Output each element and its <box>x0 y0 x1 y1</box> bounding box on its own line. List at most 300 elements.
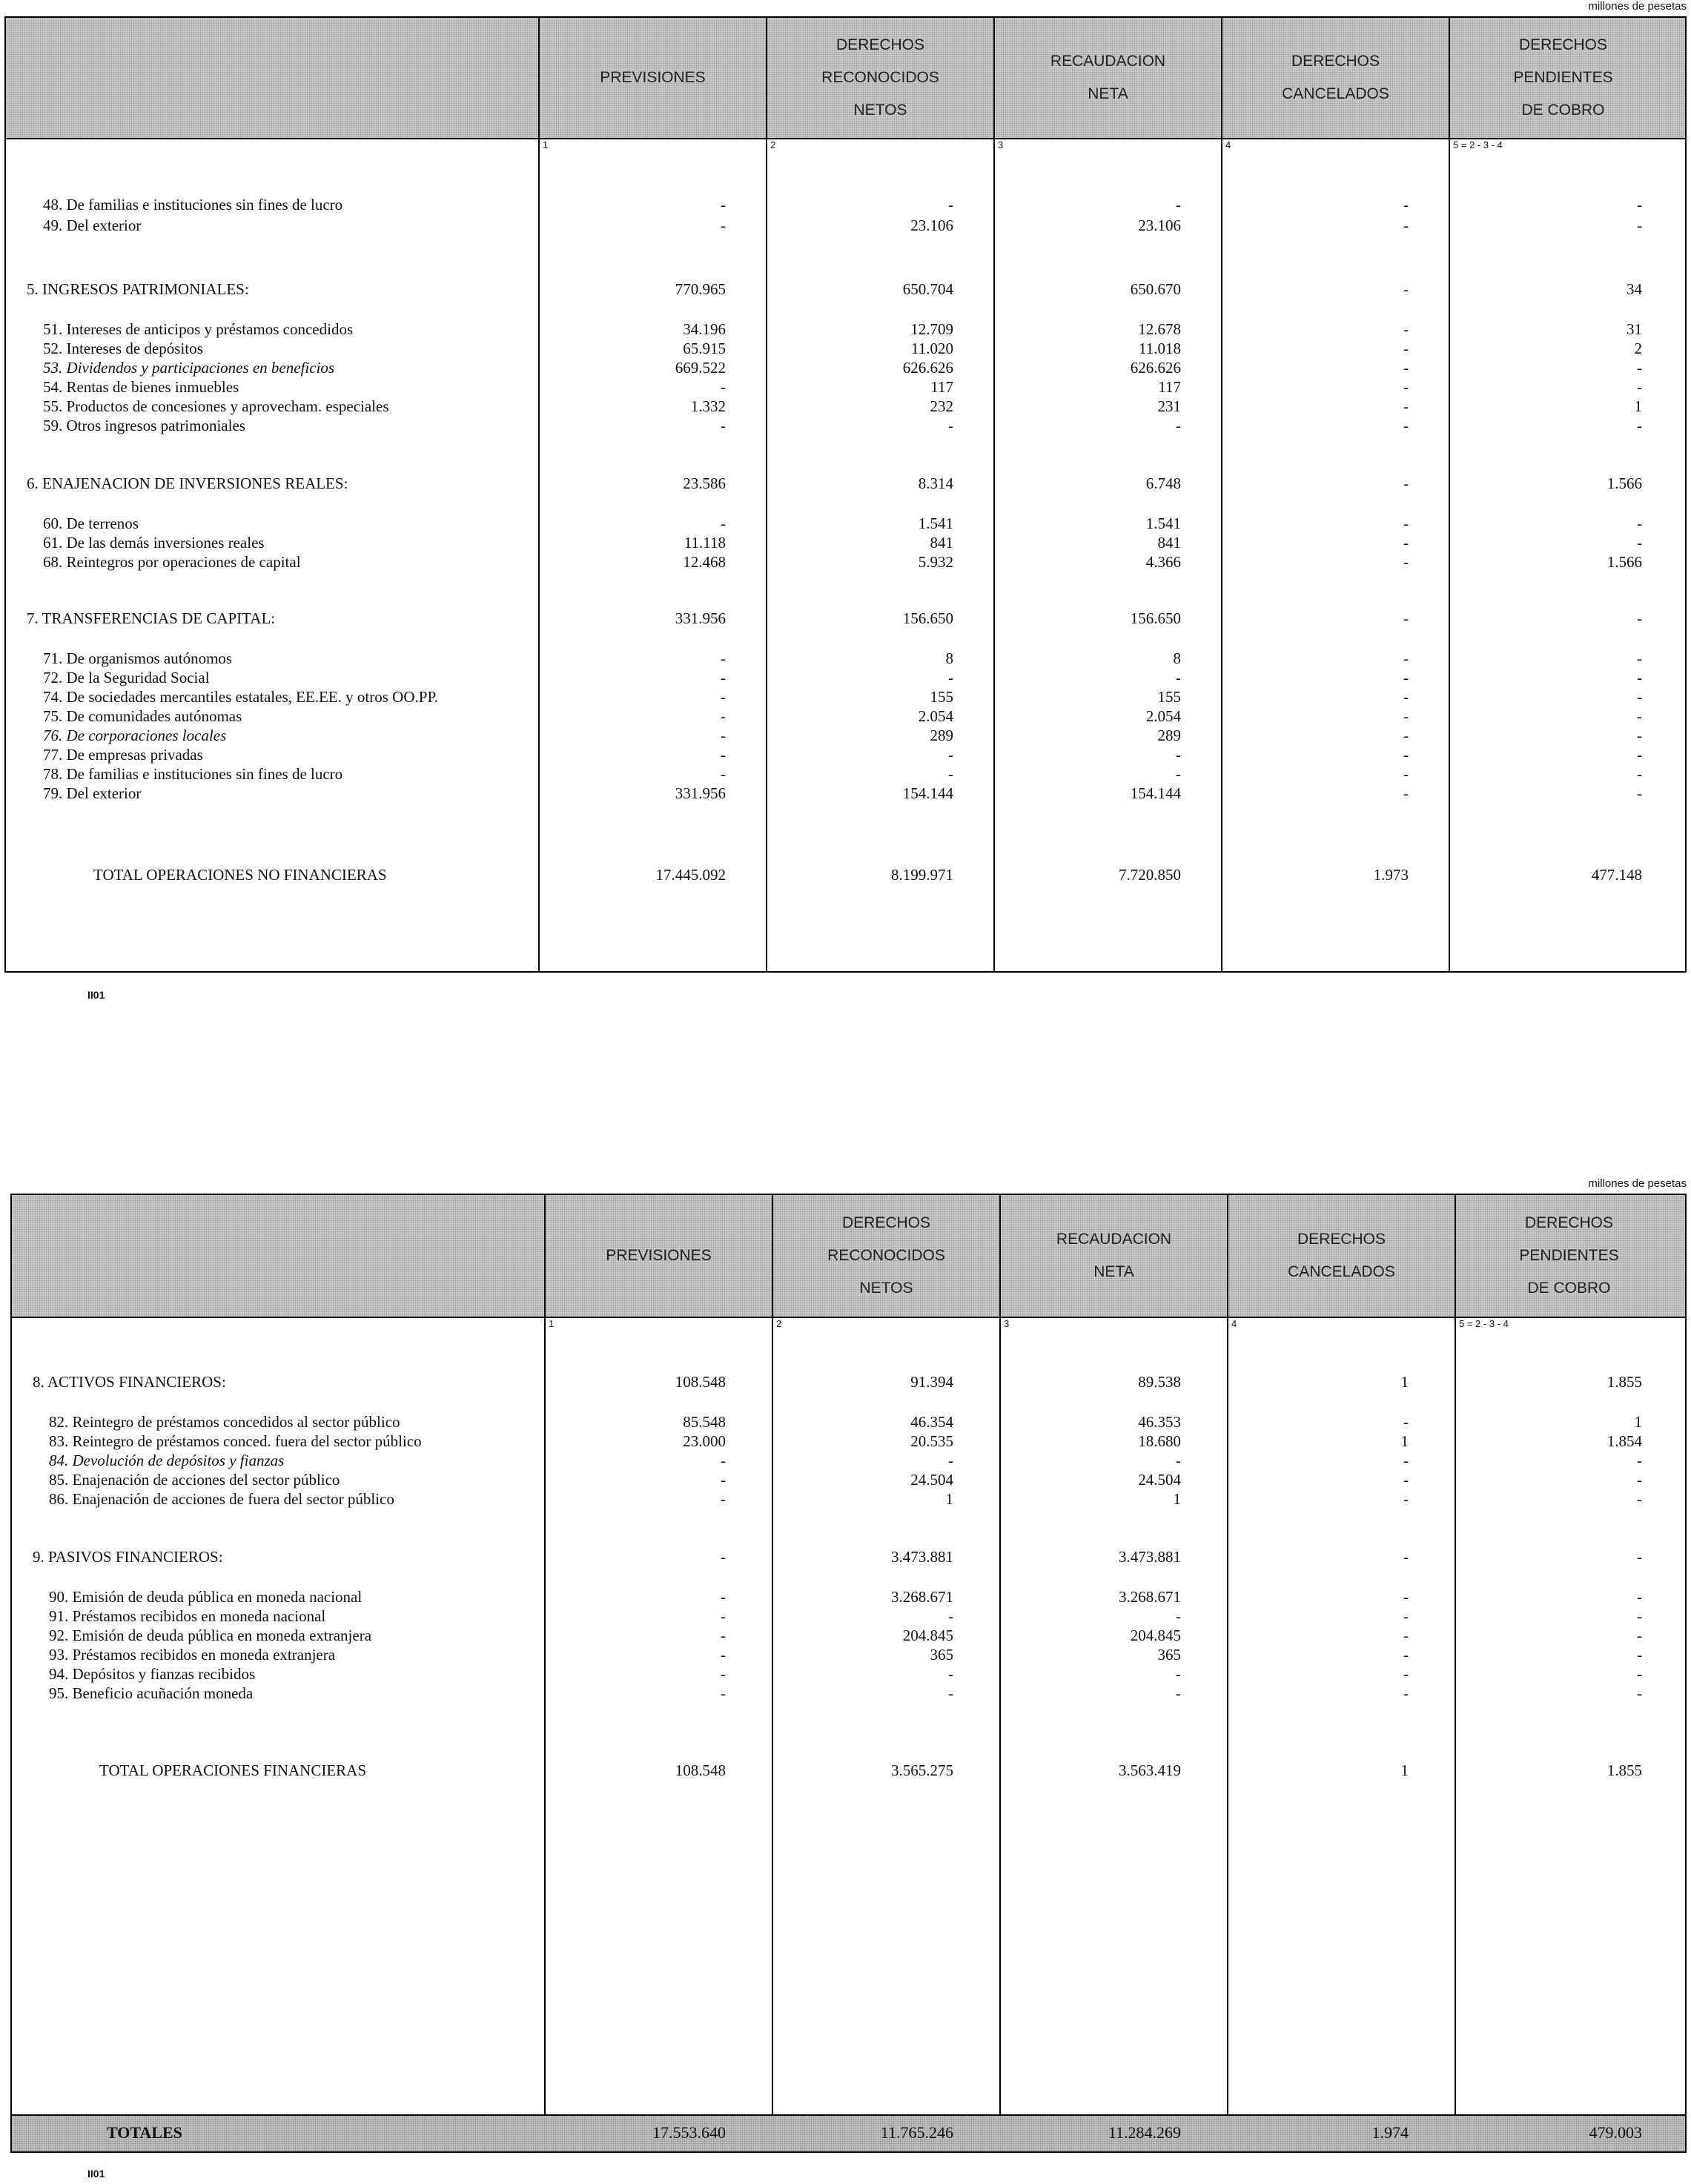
cell-cancelados: - <box>1403 534 1409 552</box>
row-label: 85. Enajenación de acciones del sector público <box>49 1471 340 1489</box>
cell-recaudacion: - <box>1176 1452 1181 1469</box>
cell-derechos-reconocidos: 23.106 <box>910 216 953 234</box>
cell-recaudacion: 3.563.419 <box>1119 1761 1181 1779</box>
cell-previsiones: 12.468 <box>683 553 726 571</box>
cell-derechos-reconocidos: - <box>948 196 953 214</box>
cell-recaudacion: 46.353 <box>1138 1413 1181 1431</box>
cell-cancelados: - <box>1403 359 1409 377</box>
table-row <box>6 746 1685 765</box>
cell-cancelados: 1 <box>1400 1373 1409 1391</box>
cell-previsiones: 108.548 <box>675 1373 726 1391</box>
footer-code-2: II01 <box>87 2168 105 2180</box>
cell-previsiones: - <box>721 1548 726 1566</box>
cell-derechos-reconocidos: - <box>948 1684 953 1702</box>
table-row <box>6 553 1685 572</box>
cell-previsiones: - <box>721 649 726 667</box>
row-label: 92. Emisión de deuda pública en moneda extranjera <box>49 1627 372 1644</box>
cell-derechos-reconocidos: - <box>948 1665 953 1683</box>
col-number-4: 4 <box>1225 139 1231 150</box>
cell-previsiones: 17.445.092 <box>655 866 726 884</box>
cell-recaudacion: 2.054 <box>1145 707 1181 725</box>
table-non-financial <box>4 16 1687 973</box>
table-row <box>12 1627 1685 1646</box>
cell-previsiones: 331.956 <box>675 784 726 802</box>
row-label: 77. De empresas privadas <box>43 746 203 764</box>
cell-derechos-reconocidos: 12.709 <box>910 320 953 338</box>
cell-pendientes: - <box>1637 514 1642 532</box>
cell-derechos-reconocidos: 5.932 <box>918 553 953 571</box>
cell-pendientes: 1.566 <box>1606 553 1642 571</box>
cell-pendientes: 1.855 <box>1606 1761 1642 1779</box>
cell-cancelados: - <box>1403 609 1409 627</box>
table-row <box>6 784 1685 804</box>
col-number-3: 3 <box>998 139 1004 150</box>
cell-recaudacion: - <box>1176 746 1181 764</box>
cell-previsiones: 65.915 <box>683 340 726 357</box>
section-row <box>12 1548 1685 1567</box>
header-cancelados <box>1222 18 1449 138</box>
header-line: CANCELADOS <box>1288 1263 1395 1280</box>
cell-derechos-reconocidos: 2.054 <box>918 707 953 725</box>
section-row <box>12 1373 1685 1392</box>
cell-pendientes: - <box>1637 746 1642 764</box>
cell-cancelados: - <box>1403 1548 1409 1566</box>
cell-pendientes: - <box>1637 1684 1642 1702</box>
cell-previsiones: - <box>721 1646 726 1664</box>
cell-pendientes: - <box>1637 1548 1642 1566</box>
cell-derechos-reconocidos: 626.626 <box>902 359 953 377</box>
table-row <box>12 1646 1685 1665</box>
header-line: CANCELADOS <box>1282 85 1389 102</box>
cell-derechos-reconocidos: 8.199.971 <box>891 866 953 884</box>
col-number-5: 5 = 2 - 3 - 4 <box>1459 1318 1509 1329</box>
cell-derechos-reconocidos: 3.565.275 <box>891 1761 953 1779</box>
cell-recaudacion: 156.650 <box>1130 609 1181 627</box>
header-line: PENDIENTES <box>1519 1247 1619 1264</box>
header-line: RECONOCIDOS <box>821 69 939 86</box>
cell-pendientes: 1 <box>1634 1413 1642 1431</box>
row-label: TOTAL OPERACIONES FINANCIERAS <box>99 1761 367 1779</box>
table-row <box>12 1684 1685 1704</box>
cell-cancelados: - <box>1403 514 1409 532</box>
table-row <box>6 534 1685 553</box>
cell-previsiones: 770.965 <box>675 280 726 298</box>
cell-pendientes: 1.854 <box>1606 1432 1642 1450</box>
unit-label-top: millones de pesetas <box>1588 0 1687 13</box>
cell-previsiones: - <box>721 1665 726 1683</box>
cell-derechos-reconocidos: 11.020 <box>911 340 953 357</box>
col-number-4: 4 <box>1231 1318 1237 1329</box>
cell-derechos-reconocidos: 650.704 <box>902 280 953 298</box>
row-label: 61. De las demás inversiones reales <box>43 534 265 552</box>
cell-pendientes: - <box>1637 1471 1642 1489</box>
header-line: RECAUDACION <box>1050 53 1166 70</box>
cell-cancelados: - <box>1403 320 1409 338</box>
cell-recaudacion: 1 <box>1173 1490 1181 1508</box>
totales-derechos-reconocidos: 11.765.246 <box>880 2123 953 2142</box>
table-row <box>12 1490 1685 1509</box>
cell-cancelados: - <box>1403 397 1409 415</box>
cell-recaudacion: 12.678 <box>1138 320 1181 338</box>
header-cancelados <box>1228 1195 1455 1317</box>
cell-pendientes: 31 <box>1627 320 1642 338</box>
cell-derechos-reconocidos: 156.650 <box>902 609 953 627</box>
cell-pendientes: 1 <box>1634 397 1642 415</box>
cell-previsiones: - <box>721 378 726 396</box>
row-label: 9. PASIVOS FINANCIEROS: <box>33 1548 223 1566</box>
cell-previsiones: - <box>721 727 726 744</box>
cell-cancelados: 1.973 <box>1373 866 1409 884</box>
cell-derechos-reconocidos: 841 <box>930 534 953 552</box>
header-line: PREVISIONES <box>600 69 706 86</box>
cell-previsiones: 23.000 <box>683 1432 726 1450</box>
row-label: 49. Del exterior <box>43 216 142 234</box>
cell-derechos-reconocidos: 8 <box>945 649 953 667</box>
cell-derechos-reconocidos: 154.144 <box>902 784 953 802</box>
cell-recaudacion: - <box>1176 1684 1181 1702</box>
cell-derechos-reconocidos: - <box>948 765 953 783</box>
table-row <box>12 1588 1685 1607</box>
header-line: DERECHOS <box>835 36 925 53</box>
table-row <box>12 1452 1685 1471</box>
cell-cancelados: - <box>1403 196 1409 214</box>
cell-recaudacion: 1.541 <box>1145 514 1181 532</box>
cell-pendientes: - <box>1637 378 1642 396</box>
cell-previsiones: - <box>721 1471 726 1489</box>
cell-previsiones: - <box>721 746 726 764</box>
header-line: DERECHOS <box>1297 1231 1386 1248</box>
cell-pendientes: 1.855 <box>1606 1373 1642 1391</box>
cell-pendientes: - <box>1637 1588 1642 1606</box>
header-line: DE COBRO <box>1521 102 1605 119</box>
table-row <box>6 320 1685 340</box>
cell-recaudacion: - <box>1176 417 1181 434</box>
cell-pendientes: - <box>1637 1607 1642 1625</box>
cell-previsiones: - <box>721 1490 726 1508</box>
col-number-3: 3 <box>1004 1318 1010 1329</box>
cell-recaudacion: - <box>1176 669 1181 686</box>
cell-derechos-reconocidos: 155 <box>930 688 953 706</box>
cell-previsiones: - <box>721 765 726 783</box>
cell-pendientes: - <box>1637 1490 1642 1508</box>
cell-derechos-reconocidos: 204.845 <box>902 1627 953 1644</box>
cell-previsiones: - <box>721 688 726 706</box>
cell-recaudacion: 650.670 <box>1130 280 1181 298</box>
table-row <box>12 1665 1685 1684</box>
header-line: DERECHOS <box>1291 53 1380 70</box>
cell-recaudacion: 289 <box>1157 727 1181 744</box>
table-row <box>6 417 1685 436</box>
cell-recaudacion: 11.018 <box>1139 340 1181 357</box>
cell-cancelados: - <box>1403 340 1409 357</box>
cell-pendientes: - <box>1637 765 1642 783</box>
header-pendientes <box>1456 1195 1682 1317</box>
cell-recaudacion: 117 <box>1158 378 1181 396</box>
cell-previsiones: - <box>721 417 726 434</box>
cell-cancelados: 1 <box>1400 1761 1409 1779</box>
row-label: 78. De familias e instituciones sin fines de lucro <box>43 765 343 783</box>
row-label: 76. De corporaciones locales <box>43 727 227 744</box>
cell-pendientes: - <box>1637 1452 1642 1469</box>
row-label: 74. De sociedades mercantiles estatales, EE.EE. y otros OO.PP. <box>43 688 439 706</box>
cell-recaudacion: 89.538 <box>1138 1373 1181 1391</box>
cell-cancelados: - <box>1403 765 1409 783</box>
col-number-1: 1 <box>549 1318 555 1329</box>
row-label: 79. Del exterior <box>43 784 142 802</box>
row-label: 48. De familias e instituciones sin fines de lucro <box>43 196 343 214</box>
cell-derechos-reconocidos: - <box>948 1607 953 1625</box>
section-row <box>6 280 1685 300</box>
cell-pendientes: - <box>1637 1646 1642 1664</box>
row-label: 54. Rentas de bienes inmuebles <box>43 378 239 396</box>
row-label: 55. Productos de concesiones y aprovecham. especiales <box>43 397 389 415</box>
header-line: PENDIENTES <box>1513 69 1613 86</box>
cell-cancelados: - <box>1403 1646 1409 1664</box>
cell-recaudacion: 23.106 <box>1138 216 1181 234</box>
row-label: 83. Reintegro de préstamos conced. fuera del sector público <box>49 1432 422 1450</box>
header-previsiones <box>546 1195 772 1317</box>
cell-previsiones: - <box>721 216 726 234</box>
row-label: 90. Emisión de deuda pública en moneda nacional <box>49 1588 363 1606</box>
header-line: PREVISIONES <box>606 1247 712 1264</box>
cell-previsiones: - <box>721 1607 726 1625</box>
cell-recaudacion: 3.268.671 <box>1119 1588 1181 1606</box>
table-financial <box>10 1194 1687 2153</box>
cell-cancelados: - <box>1403 378 1409 396</box>
cell-pendientes: - <box>1637 417 1642 434</box>
total-row <box>6 866 1685 885</box>
cell-derechos-reconocidos: 24.504 <box>910 1471 953 1489</box>
row-label: 59. Otros ingresos patrimoniales <box>43 417 245 434</box>
cell-pendientes: - <box>1637 669 1642 686</box>
cell-recaudacion: 6.748 <box>1145 474 1181 492</box>
col-number-2: 2 <box>770 139 776 150</box>
cell-recaudacion: - <box>1176 765 1181 783</box>
cell-cancelados: - <box>1403 784 1409 802</box>
row-label: 93. Préstamos recibidos en moneda extranjera <box>49 1646 336 1664</box>
row-label: 6. ENAJENACION DE INVERSIONES REALES: <box>27 474 348 492</box>
cell-derechos-reconocidos: 365 <box>930 1646 953 1664</box>
header-pendientes <box>1450 18 1676 138</box>
table-row <box>12 1607 1685 1627</box>
cell-pendientes: - <box>1637 727 1642 744</box>
cell-previsiones: 34.196 <box>683 320 726 338</box>
totales-recaudacion: 11.284.269 <box>1108 2123 1181 2142</box>
cell-cancelados: - <box>1403 1413 1409 1431</box>
cell-recaudacion: 231 <box>1157 397 1181 415</box>
cell-cancelados: - <box>1403 649 1409 667</box>
totales-label: TOTALES <box>107 2123 182 2142</box>
cell-previsiones: 11.118 <box>684 534 726 552</box>
table-row <box>6 196 1685 215</box>
cell-previsiones: - <box>721 707 726 725</box>
cell-cancelados: - <box>1403 746 1409 764</box>
cell-previsiones: - <box>721 514 726 532</box>
section-row <box>6 474 1685 494</box>
header-derechos-reconocidos <box>773 1195 999 1317</box>
table-row <box>6 765 1685 784</box>
row-label: TOTAL OPERACIONES NO FINANCIERAS <box>93 866 387 884</box>
cell-cancelados: - <box>1403 1452 1409 1469</box>
table-row <box>6 649 1685 669</box>
cell-pendientes: - <box>1637 688 1642 706</box>
row-label: 95. Beneficio acuñación moneda <box>49 1684 254 1702</box>
cell-recaudacion: 841 <box>1157 534 1181 552</box>
row-label: 82. Reintegro de préstamos concedidos al sector público <box>49 1413 400 1431</box>
cell-cancelados: - <box>1403 1627 1409 1644</box>
cell-derechos-reconocidos: 289 <box>930 727 953 744</box>
cell-previsiones: 669.522 <box>675 359 726 377</box>
row-label: 91. Préstamos recibidos en moneda nacional <box>49 1607 326 1625</box>
cell-previsiones: 108.548 <box>675 1761 726 1779</box>
cell-pendientes: - <box>1637 1627 1642 1644</box>
table-row <box>6 688 1685 707</box>
cell-pendientes: - <box>1637 196 1642 214</box>
cell-pendientes: - <box>1637 707 1642 725</box>
cell-cancelados: - <box>1403 1490 1409 1508</box>
table-row <box>12 1432 1685 1452</box>
cell-cancelados: 1 <box>1400 1432 1409 1450</box>
table-row <box>12 1413 1685 1432</box>
header-derechos-reconocidos <box>767 18 993 138</box>
header-line: NETOS <box>859 1280 913 1297</box>
cell-previsiones: - <box>721 1627 726 1644</box>
cell-cancelados: - <box>1403 688 1409 706</box>
table-row <box>6 669 1685 688</box>
cell-derechos-reconocidos: 46.354 <box>910 1413 953 1431</box>
cell-derechos-reconocidos: 20.535 <box>910 1432 953 1450</box>
cell-recaudacion: 154.144 <box>1130 784 1181 802</box>
totales-cancelados: 1.974 <box>1371 2123 1409 2142</box>
cell-previsiones: 331.956 <box>675 609 726 627</box>
header-line: DERECHOS <box>841 1214 931 1231</box>
row-label: 5. INGRESOS PATRIMONIALES: <box>27 280 249 298</box>
cell-cancelados: - <box>1403 474 1409 492</box>
cell-recaudacion: 365 <box>1157 1646 1181 1664</box>
cell-cancelados: - <box>1403 1471 1409 1489</box>
cell-derechos-reconocidos: 1.541 <box>918 514 953 532</box>
col-number-5: 5 = 2 - 3 - 4 <box>1453 139 1503 150</box>
cell-pendientes: 1.566 <box>1606 474 1642 492</box>
header-recaudacion <box>995 18 1221 138</box>
table-row <box>12 1471 1685 1490</box>
cell-pendientes: - <box>1637 216 1642 234</box>
cell-cancelados: - <box>1403 1607 1409 1625</box>
cell-cancelados: - <box>1403 1684 1409 1702</box>
table-row <box>6 378 1685 397</box>
cell-recaudacion: 204.845 <box>1130 1627 1181 1644</box>
cell-pendientes: 477.148 <box>1591 866 1642 884</box>
cell-derechos-reconocidos: 3.268.671 <box>891 1588 953 1606</box>
cell-derechos-reconocidos: 91.394 <box>910 1373 953 1391</box>
cell-derechos-reconocidos: - <box>948 669 953 686</box>
row-label: 75. De comunidades autónomas <box>43 707 242 725</box>
cell-derechos-reconocidos: - <box>948 1452 953 1469</box>
cell-previsiones: - <box>721 1588 726 1606</box>
cell-previsiones: - <box>721 669 726 686</box>
table-row <box>6 216 1685 236</box>
footer-code-1: II01 <box>87 989 105 1001</box>
header-line: NETOS <box>853 102 907 119</box>
cell-recaudacion: 3.473.881 <box>1119 1548 1181 1566</box>
cell-recaudacion: - <box>1176 1607 1181 1625</box>
table-row <box>6 707 1685 727</box>
cell-derechos-reconocidos: 3.473.881 <box>891 1548 953 1566</box>
cell-previsiones: 23.586 <box>683 474 726 492</box>
cell-cancelados: - <box>1403 280 1409 298</box>
cell-cancelados: - <box>1403 417 1409 434</box>
table-row <box>6 514 1685 534</box>
header-line: DERECHOS <box>1524 1214 1614 1231</box>
row-label: 86. Enajenación de acciones de fuera del sector público <box>49 1490 394 1508</box>
section-row <box>6 609 1685 629</box>
cell-pendientes: - <box>1637 609 1642 627</box>
cell-pendientes: - <box>1637 784 1642 802</box>
cell-recaudacion: 8 <box>1173 649 1181 667</box>
header-line: DERECHOS <box>1518 36 1608 53</box>
cell-previsiones: - <box>721 1684 726 1702</box>
cell-pendientes: - <box>1637 359 1642 377</box>
cell-recaudacion: 155 <box>1157 688 1181 706</box>
cell-recaudacion: 7.720.850 <box>1119 866 1181 884</box>
row-label: 52. Intereses de depósitos <box>43 340 203 357</box>
unit-label-bottom: millones de pesetas <box>1588 1177 1687 1190</box>
table-row <box>6 359 1685 378</box>
cell-derechos-reconocidos: 232 <box>930 397 953 415</box>
header-line: RECONOCIDOS <box>827 1247 945 1264</box>
cell-recaudacion: 18.680 <box>1138 1432 1181 1450</box>
header-line: NETA <box>1088 85 1128 102</box>
header-line: RECAUDACION <box>1056 1231 1172 1248</box>
total-row <box>12 1761 1685 1781</box>
cell-recaudacion: - <box>1176 196 1181 214</box>
header-previsiones <box>540 18 766 138</box>
cell-derechos-reconocidos: - <box>948 746 953 764</box>
col-number-2: 2 <box>776 1318 782 1329</box>
cell-previsiones: - <box>721 196 726 214</box>
cell-pendientes: - <box>1637 649 1642 667</box>
cell-pendientes: 34 <box>1627 280 1642 298</box>
cell-pendientes: 2 <box>1634 340 1642 357</box>
row-label: 84. Devolución de depósitos y fianzas <box>49 1452 285 1469</box>
totales-previsiones: 17.553.640 <box>652 2123 726 2142</box>
header-line: NETA <box>1093 1263 1134 1280</box>
cell-cancelados: - <box>1403 216 1409 234</box>
cell-previsiones: 85.548 <box>683 1413 726 1431</box>
table-row <box>6 727 1685 746</box>
row-label: 71. De organismos autónomos <box>43 649 233 667</box>
cell-derechos-reconocidos: 117 <box>930 378 953 396</box>
cell-cancelados: - <box>1403 669 1409 686</box>
row-label: 94. Depósitos y fianzas recibidos <box>49 1665 256 1683</box>
cell-recaudacion: 626.626 <box>1130 359 1181 377</box>
cell-pendientes: - <box>1637 1665 1642 1683</box>
row-label: 8. ACTIVOS FINANCIEROS: <box>33 1373 226 1391</box>
cell-cancelados: - <box>1403 1588 1409 1606</box>
totales-pendientes: 479.003 <box>1589 2123 1642 2142</box>
row-label: 72. De la Seguridad Social <box>43 669 210 686</box>
cell-recaudacion: 24.504 <box>1138 1471 1181 1489</box>
row-label: 53. Dividendos y participaciones en beneficios <box>43 359 335 377</box>
cell-derechos-reconocidos: 8.314 <box>918 474 953 492</box>
totales-row <box>12 2114 1685 2151</box>
row-label: 68. Reintegros por operaciones de capital <box>43 553 301 571</box>
table-row <box>6 397 1685 417</box>
cell-cancelados: - <box>1403 707 1409 725</box>
cell-pendientes: - <box>1637 534 1642 552</box>
cell-previsiones: 1.332 <box>690 397 726 415</box>
cell-recaudacion: 4.366 <box>1145 553 1181 571</box>
